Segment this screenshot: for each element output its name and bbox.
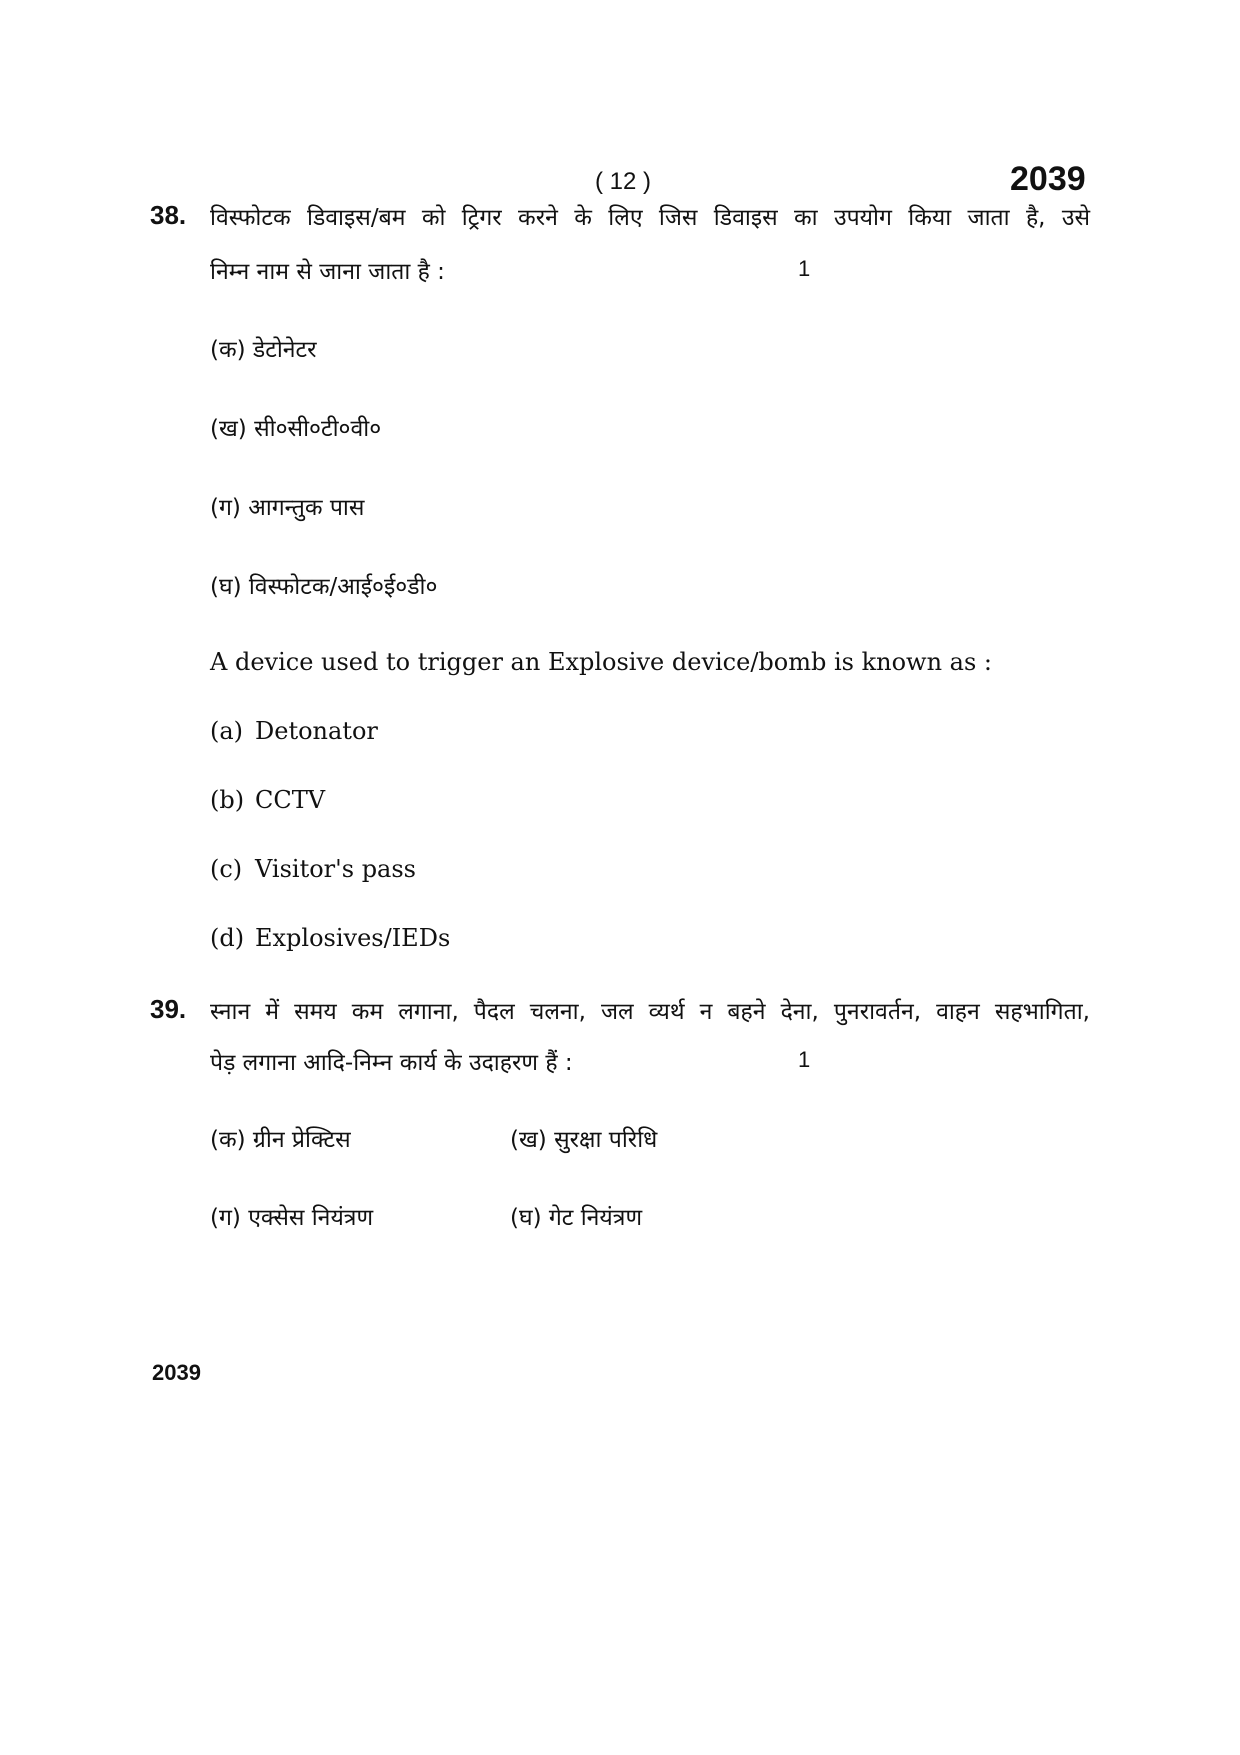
question-39-option-3: (ग) एक्सेस नियंत्रण <box>210 1205 374 1231</box>
question-38-hindi-line1: विस्फोटक डिवाइस/बम को ट्रिगर करने के लिए जिस डिवाइस का उपयोग किया जाता है, उसे <box>210 205 1090 231</box>
question-38-hindi-option-1: (क) डेटोनेटर <box>210 337 317 363</box>
question-39-option-4: (घ) गेट नियंत्रण <box>510 1205 643 1231</box>
question-39-number: 39. <box>150 994 187 1024</box>
question-39-hindi-line1: स्नान में समय कम लगाना, पैदल चलना, जल व्यर्थ न बहने देना, पुनरावर्तन, वाहन सहभागिता, <box>210 999 1090 1025</box>
question-39-marks: 1 <box>798 1047 811 1072</box>
question-38-hindi-option-3: (ग) आगन्तुक पास <box>210 495 365 521</box>
question-38-english-option-a-text: Detonator <box>255 717 378 745</box>
question-38-english-option-d-text: Explosives/IEDs <box>255 924 451 952</box>
question-38-english-text: A device used to trigger an Explosive device/bomb is known as : <box>210 648 993 676</box>
question-38-marks: 1 <box>798 256 811 281</box>
question-38-english-option-b-label: (b) <box>210 786 245 814</box>
question-38-english-option-c-text: Visitor's pass <box>255 855 416 883</box>
question-38-english-option-a-label: (a) <box>210 717 244 745</box>
question-39-option-2: (ख) सुरक्षा परिधि <box>510 1127 658 1153</box>
question-38-english-option-d-label: (d) <box>210 924 245 952</box>
page-number: ( 12 ) <box>595 168 652 195</box>
footer-paper-code: 2039 <box>152 1360 201 1385</box>
question-38-hindi-option-2: (ख) सी०सी०टी०वी० <box>210 416 382 442</box>
question-39-hindi-line2: पेड़ लगाना आदि-निम्न कार्य के उदाहरण हैं : <box>210 1050 573 1076</box>
question-38-english-option-c-label: (c) <box>210 855 243 883</box>
question-39-option-1: (क) ग्रीन प्रेक्टिस <box>210 1127 351 1153</box>
question-38-hindi-option-4: (घ) विस्फोटक/आई०ई०डी० <box>210 574 438 600</box>
question-38-number: 38. <box>150 200 187 230</box>
paper-code: 2039 <box>1010 160 1086 198</box>
question-38-hindi-line2: निम्न नाम से जाना जाता है : <box>210 259 445 285</box>
question-38-english-option-b-text: CCTV <box>255 786 326 814</box>
